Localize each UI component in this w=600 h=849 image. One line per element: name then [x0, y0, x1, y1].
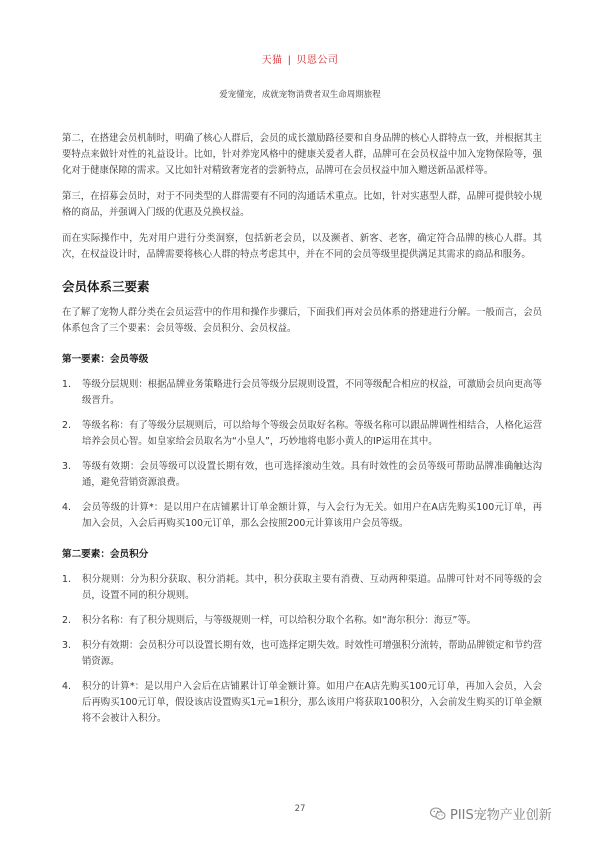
watermark [430, 804, 552, 823]
paragraph-third: 第三，在招募会员时，对于不同类型的人群需要有不同的沟通话术重点。比如，针对实惠型人群，品牌可提供较小规格的商品，并强调入门级的优惠及兑换权益。 [62, 191, 542, 218]
report-subtitle: 爱宠懂宠，成就宠物消费者双生命周期旅程 [219, 90, 381, 100]
list-number: 2. [62, 420, 71, 431]
brand-separator: | [287, 55, 292, 66]
list-item [62, 377, 542, 409]
list-text: 积分名称：有了积分规则后，与等级规则一样，可以给积分取个名称。如“海尔积分：海豆”等。 [82, 615, 477, 626]
list-number: 1. [62, 379, 71, 390]
list-item [62, 613, 542, 629]
watermark-text: PIIS宠物产业创新 [450, 808, 552, 823]
list-number: 4. [62, 502, 71, 513]
header-brand [0, 51, 600, 66]
list-text: 等级有效期：会员等级可以设置长期有效，也可选择滚动生效。具有时效性的会员等级可帮助品牌准确触达沟通，避免营销资源浪费。 [82, 461, 542, 488]
list-text: 会员等级的计算*：是以用户在店铺累计订单金额计算，与入会行为无关。如用户在A店先购买100元订单，再加入会员，入会后再购买100元订单，那么会按照200元计算该用户会员等级。 [82, 502, 542, 529]
section-intro: 在了解了宠物人群分类在会员运营中的作用和操作步骤后，下面我们再对会员体系的搭建进行分解。一般而言，会员体系包含了三个要素：会员等级、会员积分、会员权益。 [62, 307, 542, 334]
element1-list [62, 377, 542, 532]
list-item [62, 572, 542, 604]
element1-heading: 第一要素：会员等级 [62, 354, 149, 365]
list-item [62, 679, 542, 727]
list-number: 2. [62, 615, 71, 626]
list-item [62, 459, 542, 491]
list-item [62, 500, 542, 532]
list-number: 3. [62, 461, 71, 472]
brand-tmall: 天猫 [261, 55, 283, 66]
list-text: 积分规则：分为积分获取、积分消耗。其中，积分获取主要有消费、互动两种渠道。品牌可针对不同等级的会员，设置不同的积分规则。 [82, 574, 542, 601]
list-item [62, 638, 542, 670]
list-text: 积分的计算*：是以用户入会后在店铺累计订单金额计算。如用户在A店先购买100元订单，再加入会员，入会后再购买100元订单，假设该店设置购买1元=1积分，那么该用户将获取100积分，入会前发生购买的订单金额将不会被计入积分。 [82, 681, 542, 724]
list-number: 4. [62, 681, 71, 692]
main-content [62, 131, 542, 736]
list-text: 等级分层规则：根据品牌业务策略进行会员等级分层规则设置，不同等级配合相应的权益，可激励会员向更高等级晋升。 [82, 379, 542, 406]
page-number: 27 [294, 804, 306, 814]
list-item [62, 418, 542, 450]
wechat-icon [430, 807, 446, 821]
section-heading: 会员体系三要素 [62, 279, 150, 294]
list-number: 3. [62, 640, 71, 651]
element2-list [62, 572, 542, 727]
list-text: 积分有效期：会员积分可以设置长期有效，也可选择定期失效。时效性可增强积分流转，帮助品牌锁定和节约营销资源。 [82, 640, 542, 667]
list-number: 1. [62, 574, 71, 585]
list-text: 等级名称：有了等级分层规则后，可以给每个等级会员取好名称。等级名称可以跟品牌调性相结合，人格化运营培养会员心智。如皇家给会员取名为“小皇人”，巧妙地将电影小黄人的IP运用在其中。 [82, 420, 542, 447]
brand-bain: 贝恩公司 [296, 55, 339, 66]
paragraph-second: 第二，在搭建会员机制时，明确了核心人群后，会员的成长激励路径要和自身品牌的核心人群特点一致，并根据其主要特点来做针对性的礼益设计。比如，针对养宠风格中的健康关爱者人群，品牌可在会员权益中加入宠物保险等，强化对于健康保障的需求。又比如针对精致奢宠者的尝新特点，品牌可在会员权益中加入赠送新品派样等。 [62, 133, 542, 176]
element2-heading: 第二要素：会员积分 [62, 549, 149, 560]
paragraph-practice: 而在实际操作中，先对用户进行分类洞察，包括新老会员，以及濒者、新客、老客，确定符合品牌的核心人群。其次，在权益设计时，品牌需要将核心人群的特点考虑其中，并在不同的会员等级里提供满足其需求的商品和服务。 [62, 233, 542, 260]
